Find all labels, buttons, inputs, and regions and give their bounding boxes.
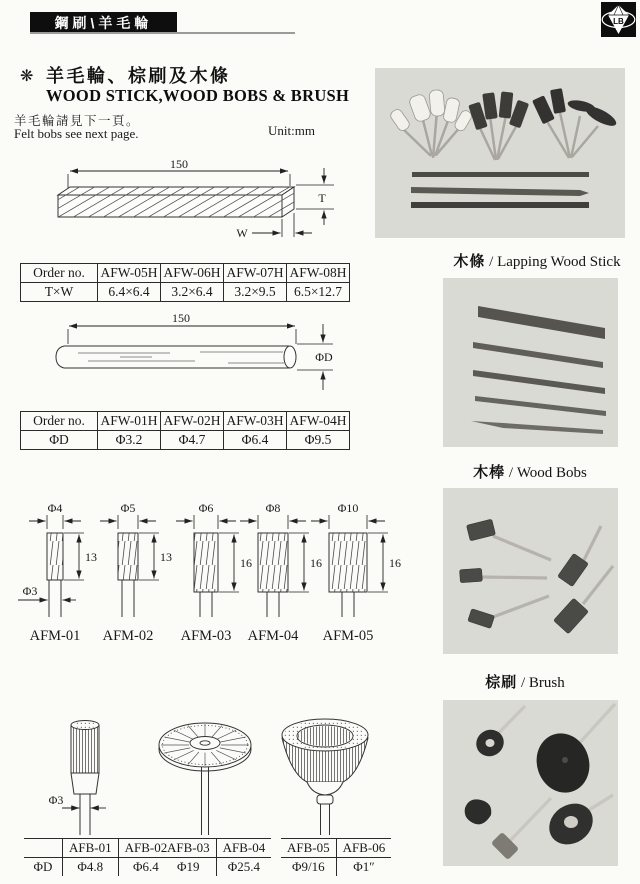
table-cell: AFB-04 — [216, 839, 271, 858]
part-number-label: AFM-05 — [322, 628, 374, 644]
spec-table-flat — [20, 263, 350, 302]
caption-zh: 木條 — [453, 253, 486, 270]
wood-stick — [475, 396, 606, 416]
dimension-label: T — [318, 191, 326, 205]
table-cell: AFW-04H — [287, 412, 350, 431]
table-cell: AFW-08H — [287, 264, 350, 283]
caption-en: Wood Bobs — [516, 465, 587, 481]
table-cell: 3.2×6.4 — [161, 283, 224, 302]
brush-table-group-1 — [24, 838, 173, 876]
dimension-label: Φ6 — [198, 501, 214, 515]
wheel-hub — [562, 757, 568, 763]
caption-wood-bobs — [410, 461, 640, 482]
flat-stick-drawing — [0, 155, 360, 255]
part-number-label: AFM-02 — [102, 628, 154, 644]
wood-grain — [78, 352, 284, 363]
table-cell: Φ3.2 — [98, 431, 161, 450]
unit-label: Unit:mm — [268, 123, 315, 138]
table-cell: Order no. — [21, 264, 98, 283]
dimension-label: Φ4 — [47, 501, 63, 515]
dimension-label: 16 — [240, 556, 252, 570]
part-number-label: AFM-01 — [29, 628, 81, 644]
caption-sep: / — [485, 254, 498, 270]
caption-zh: 木棒 — [473, 464, 506, 481]
wood-stick — [473, 370, 605, 394]
table-cell: ΦD — [21, 431, 98, 450]
brush-drawings — [0, 702, 390, 838]
dimension-label: Φ10 — [337, 501, 359, 515]
wood-bob-drawing — [240, 501, 322, 644]
wheel-hub — [486, 739, 495, 747]
shafts — [482, 526, 613, 617]
part-number-label: AFM-04 — [247, 628, 299, 644]
table-cell: Φ6.4 — [118, 858, 173, 877]
table-cell: AFB-03 — [161, 839, 216, 858]
wood-bobs-drawings — [0, 493, 404, 648]
wood-stick — [412, 172, 589, 177]
table-cell: AFB-06 — [336, 839, 391, 858]
cup-brush — [465, 799, 492, 824]
table-cell: AFW-01H — [98, 412, 161, 431]
table-cell: AFW-06H — [161, 264, 224, 283]
table-cell: Order no. — [21, 412, 98, 431]
table-cell: 6.4×6.4 — [98, 283, 161, 302]
dimension-label: 16 — [310, 556, 322, 570]
dimension-label: W — [236, 226, 248, 240]
table-header-row — [21, 264, 350, 283]
dimension-label: Φ3 — [22, 584, 38, 598]
dimension-label: Φ8 — [265, 501, 281, 515]
note-zh: 羊毛輪請見下一頁。 — [14, 114, 141, 128]
table-cell: Φ4.7 — [161, 431, 224, 450]
caption-brush — [405, 671, 640, 692]
caption-zh: 棕刷 — [485, 674, 518, 691]
photo-brushes-art — [443, 700, 618, 866]
wood-bob-drawing — [311, 501, 401, 644]
round-stick-drawing — [0, 308, 360, 403]
logo-text: LB — [613, 17, 624, 26]
flower-icon: ❋ — [20, 68, 34, 85]
table-cell: T×W — [21, 283, 98, 302]
wood-stick — [473, 342, 603, 368]
table-cell: 3.2×9.5 — [224, 283, 287, 302]
wood-bob-drawing — [176, 501, 252, 644]
photo-lapping-tools-art — [375, 68, 625, 238]
caption-sep: / — [517, 675, 529, 691]
photo-wood-bobs — [443, 488, 618, 654]
cup-brush-drawing — [282, 719, 368, 835]
part-number-label: AFM-03 — [180, 628, 232, 644]
photo-wood-bobs-art — [443, 488, 618, 654]
page-title-zh: 羊毛輪、棕刷及木條 — [46, 66, 231, 86]
photo-lapping-tools — [375, 68, 625, 238]
caption-sep: / — [505, 465, 517, 481]
dimension-label: ΦD — [315, 350, 333, 364]
table-cell: AFB-02 — [118, 839, 173, 858]
section-tab: 鋼刷\羊毛輪 — [30, 12, 177, 34]
spec-table-round — [20, 411, 350, 450]
table-cell: AFW-03H — [224, 412, 287, 431]
table-cell: Φ1″ — [336, 858, 391, 877]
table-cell: AFW-05H — [98, 264, 161, 283]
brush-heads — [468, 91, 529, 130]
dimension-label: 150 — [172, 311, 190, 325]
wood-stick — [411, 187, 589, 196]
felt-bobs — [389, 89, 473, 132]
brush-table-group-3 — [281, 838, 391, 876]
table-value-row — [21, 283, 350, 302]
wood-stick — [471, 421, 603, 434]
table-cell: ΦD — [33, 859, 53, 874]
note-en: Felt bobs see next page. — [14, 126, 139, 141]
table-header-row — [21, 412, 350, 431]
wheel-brush-heads — [532, 88, 619, 129]
wood-stick — [478, 306, 605, 339]
table-cell: AFW-02H — [161, 412, 224, 431]
table-cell: Φ25.4 — [216, 858, 271, 877]
wheel-brush-drawing — [159, 723, 251, 835]
dimension-label: Φ5 — [120, 501, 136, 515]
header-underline — [30, 32, 295, 34]
photo-wood-sticks-art — [443, 278, 618, 447]
table-cell: AFW-07H — [224, 264, 287, 283]
wood-bob-drawing — [100, 501, 172, 644]
table-cell: Φ4.8 — [63, 858, 119, 877]
wood-stick — [411, 202, 589, 208]
caption-en: Lapping Wood Stick — [497, 254, 621, 270]
dimension-label: 150 — [170, 157, 188, 171]
caption-lapping-wood-stick — [417, 250, 640, 271]
company-logo-icon — [601, 2, 636, 37]
table-cell: AFB-01 — [63, 839, 119, 858]
table-value-row — [21, 431, 350, 450]
table-cell: AFB-05 — [281, 839, 336, 858]
caption-en: Brush — [528, 675, 565, 691]
table-cell: Φ6.4 — [224, 431, 287, 450]
dimension-label: Φ3 — [48, 793, 64, 807]
photo-brushes — [443, 700, 618, 866]
photo-wood-sticks — [443, 278, 618, 447]
dimension-label: 16 — [389, 556, 401, 570]
table-cell: Φ9/16 — [292, 859, 325, 874]
table-cell: Φ19 — [177, 859, 200, 874]
table-cell: Φ9.5 — [287, 431, 350, 450]
dimension-label: 13 — [160, 550, 172, 564]
wheel-hub — [564, 816, 578, 828]
wood-bob-drawing — [18, 501, 97, 644]
brush-table-group-2 — [161, 838, 271, 876]
dimension-label: 13 — [85, 550, 97, 564]
page-title-en: WOOD STICK,WOOD BOBS & BRUSH — [46, 86, 350, 105]
table-cell: 6.5×12.7 — [287, 283, 350, 302]
end-brush-drawing — [49, 721, 106, 836]
